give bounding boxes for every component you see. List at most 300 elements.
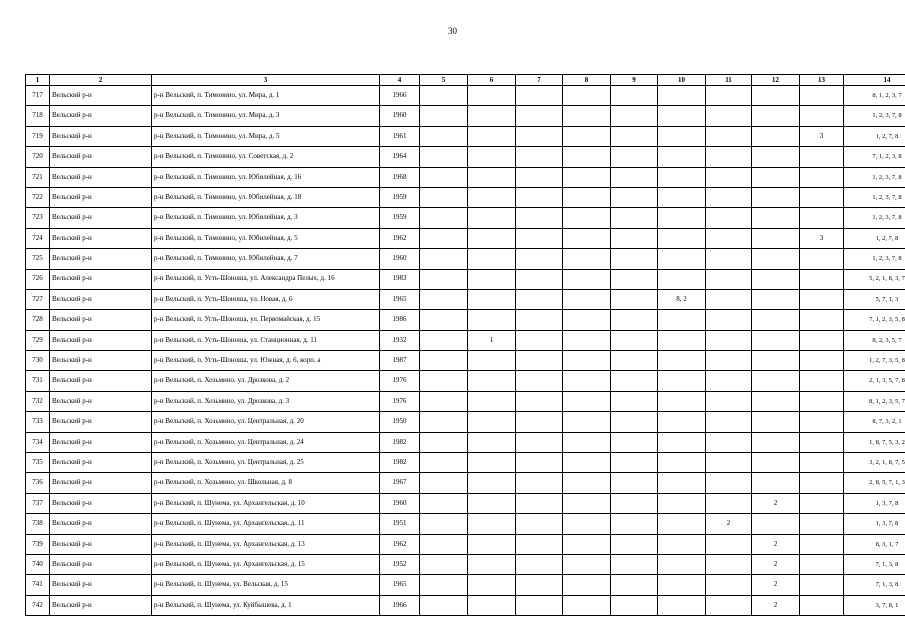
row-number: 739 [26, 534, 50, 554]
address-cell: р-н Вельский, п. Усть-Шоноша, ул. Александра Пелых, д. 16 [152, 269, 380, 289]
col12-cell: 2 [752, 575, 800, 595]
district-cell: Вельский р-н [50, 269, 152, 289]
row-number: 719 [26, 126, 50, 146]
row-number: 718 [26, 106, 50, 126]
col13-cell [800, 575, 844, 595]
col8-cell [563, 534, 611, 554]
col13-cell [800, 432, 844, 452]
table-row [26, 167, 905, 187]
col10-cell [658, 228, 706, 248]
col11-cell [706, 330, 752, 350]
table-row [26, 147, 905, 167]
col13-cell [800, 86, 844, 106]
row-number: 720 [26, 147, 50, 167]
col8-cell [563, 554, 611, 574]
col14-cell: 8, 7, 3, 2, 1 [844, 412, 905, 432]
row-number: 736 [26, 473, 50, 493]
year-cell: 1960 [380, 106, 420, 126]
district-cell: Вельский р-н [50, 187, 152, 207]
col14-cell: 2, 1, 3, 5, 7, 8 [844, 371, 905, 391]
col14-cell: 2, 8, 5, 7, 1, 3 [844, 473, 905, 493]
col13-cell [800, 595, 844, 615]
col14-cell: 1, 2, 3, 7, 8 [844, 167, 905, 187]
col10-cell [658, 269, 706, 289]
col8-cell [563, 575, 611, 595]
col10-cell [658, 575, 706, 595]
col11-cell [706, 453, 752, 473]
table-row [26, 269, 905, 289]
col12-cell [752, 351, 800, 371]
year-cell: 1976 [380, 371, 420, 391]
col6-cell [468, 126, 516, 146]
table-row [26, 554, 905, 574]
col12-cell [752, 412, 800, 432]
col6-cell [468, 289, 516, 309]
row-number: 741 [26, 575, 50, 595]
col10-cell [658, 412, 706, 432]
col13-cell [800, 493, 844, 513]
col8-cell [563, 330, 611, 350]
column-header: 2 [50, 75, 152, 86]
table-row [26, 453, 905, 473]
row-number: 723 [26, 208, 50, 228]
col12-cell [752, 269, 800, 289]
col14-cell: 1, 3, 7, 8 [844, 514, 905, 534]
col14-cell: 8, 1, 2, 3, 7 [844, 86, 905, 106]
col11-cell [706, 126, 752, 146]
col9-cell [611, 534, 658, 554]
col5-cell [420, 453, 468, 473]
table-row [26, 289, 905, 309]
address-cell: р-н Вельский, п. Шунема, ул. Вельская, д. 15 [152, 575, 380, 595]
col6-cell [468, 493, 516, 513]
col13-cell [800, 453, 844, 473]
col10-cell [658, 514, 706, 534]
address-cell: р-н Вельский, п. Шунема, ул. Архангельская, д. 13 [152, 534, 380, 554]
col5-cell [420, 371, 468, 391]
col10-cell [658, 534, 706, 554]
col14-cell: 8, 1, 2, 3, 5, 7 [844, 391, 905, 411]
col7-cell [516, 187, 563, 207]
col12-cell [752, 310, 800, 330]
col9-cell [611, 330, 658, 350]
district-cell: Вельский р-н [50, 330, 152, 350]
year-cell: 1965 [380, 289, 420, 309]
table-row [26, 126, 905, 146]
col13-cell: 3 [800, 228, 844, 248]
col14-cell: 1, 2, 3, 7, 8 [844, 106, 905, 126]
table-row [26, 371, 905, 391]
col9-cell [611, 432, 658, 452]
address-cell: р-н Вельский, п. Тимонино, ул. Советская, д. 2 [152, 147, 380, 167]
col7-cell [516, 106, 563, 126]
year-cell: 1960 [380, 493, 420, 513]
col7-cell [516, 534, 563, 554]
table-row [26, 187, 905, 207]
table-row [26, 595, 905, 615]
col8-cell [563, 351, 611, 371]
col13-cell: 3 [800, 126, 844, 146]
col6-cell [468, 371, 516, 391]
col8-cell [563, 126, 611, 146]
col9-cell [611, 310, 658, 330]
col8-cell [563, 228, 611, 248]
col6-cell [468, 208, 516, 228]
col14-cell: 7, 1, 3, 8 [844, 554, 905, 574]
column-header: 1 [26, 75, 50, 86]
year-cell: 1932 [380, 330, 420, 350]
col6-cell [468, 432, 516, 452]
col6-cell [468, 269, 516, 289]
col5-cell [420, 412, 468, 432]
col6-cell [468, 167, 516, 187]
row-number: 724 [26, 228, 50, 248]
col11-cell [706, 595, 752, 615]
col11-cell [706, 167, 752, 187]
district-cell: Вельский р-н [50, 453, 152, 473]
col12-cell: 2 [752, 534, 800, 554]
col7-cell [516, 514, 563, 534]
row-number: 729 [26, 330, 50, 350]
year-cell: 1960 [380, 249, 420, 269]
col9-cell [611, 493, 658, 513]
row-number: 717 [26, 86, 50, 106]
col9-cell [611, 371, 658, 391]
col7-cell [516, 391, 563, 411]
col11-cell [706, 493, 752, 513]
row-number: 732 [26, 391, 50, 411]
col13-cell [800, 371, 844, 391]
col6-cell [468, 514, 516, 534]
col5-cell [420, 554, 468, 574]
column-header: 11 [706, 75, 752, 86]
col7-cell [516, 453, 563, 473]
col12-cell [752, 126, 800, 146]
row-number: 734 [26, 432, 50, 452]
col9-cell [611, 249, 658, 269]
col6-cell [468, 391, 516, 411]
col13-cell [800, 330, 844, 350]
col8-cell [563, 106, 611, 126]
col10-cell [658, 493, 706, 513]
address-cell: р-н Вельский, п. Хозьмино, ул. Школьная, д. 8 [152, 473, 380, 493]
col12-cell [752, 106, 800, 126]
district-cell: Вельский р-н [50, 514, 152, 534]
page-number: 30 [448, 26, 457, 36]
col9-cell [611, 269, 658, 289]
district-cell: Вельский р-н [50, 575, 152, 595]
col6-cell [468, 106, 516, 126]
col10-cell [658, 310, 706, 330]
col6-cell [468, 228, 516, 248]
col9-cell [611, 391, 658, 411]
col6-cell [468, 534, 516, 554]
column-header: 6 [468, 75, 516, 86]
col7-cell [516, 595, 563, 615]
table-row [26, 249, 905, 269]
col9-cell [611, 453, 658, 473]
table-row [26, 473, 905, 493]
col8-cell [563, 595, 611, 615]
col7-cell [516, 86, 563, 106]
col11-cell [706, 371, 752, 391]
district-cell: Вельский р-н [50, 86, 152, 106]
col6-cell: 1 [468, 330, 516, 350]
row-number: 731 [26, 371, 50, 391]
col5-cell [420, 86, 468, 106]
col14-cell: 1, 3, 7, 8 [844, 493, 905, 513]
col14-cell: 7, 1, 2, 3, 8 [844, 147, 905, 167]
col9-cell [611, 147, 658, 167]
district-cell: Вельский р-н [50, 554, 152, 574]
year-cell: 1966 [380, 86, 420, 106]
col7-cell [516, 432, 563, 452]
col5-cell [420, 391, 468, 411]
col11-cell [706, 147, 752, 167]
col9-cell [611, 106, 658, 126]
col8-cell [563, 371, 611, 391]
col10-cell [658, 249, 706, 269]
year-cell: 1962 [380, 534, 420, 554]
col10-cell [658, 126, 706, 146]
row-number: 725 [26, 249, 50, 269]
district-cell: Вельский р-н [50, 106, 152, 126]
col5-cell [420, 432, 468, 452]
col10-cell [658, 595, 706, 615]
address-cell: р-н Вельский, п. Тимонино, ул. Мира, д. 1 [152, 86, 380, 106]
district-cell: Вельский р-н [50, 534, 152, 554]
col11-cell [706, 412, 752, 432]
col13-cell [800, 167, 844, 187]
col12-cell [752, 208, 800, 228]
district-cell: Вельский р-н [50, 473, 152, 493]
col7-cell [516, 371, 563, 391]
col13-cell [800, 412, 844, 432]
col5-cell [420, 310, 468, 330]
row-number: 726 [26, 269, 50, 289]
col6-cell [468, 187, 516, 207]
col12-cell [752, 147, 800, 167]
col5-cell [420, 575, 468, 595]
district-cell: Вельский р-н [50, 126, 152, 146]
address-cell: р-н Вельский, п. Тимонино, ул. Мира, д. 5 [152, 126, 380, 146]
col8-cell [563, 187, 611, 207]
col8-cell [563, 249, 611, 269]
col13-cell [800, 554, 844, 574]
col6-cell [468, 147, 516, 167]
col13-cell [800, 147, 844, 167]
col5-cell [420, 228, 468, 248]
col8-cell [563, 86, 611, 106]
district-cell: Вельский р-н [50, 310, 152, 330]
col7-cell [516, 147, 563, 167]
address-cell: р-н Вельский, п. Тимонино, ул. Юбилейная, д. 5 [152, 228, 380, 248]
col14-cell: 7, 1, 2, 3, 5, 8 [844, 310, 905, 330]
col6-cell [468, 412, 516, 432]
col9-cell [611, 554, 658, 574]
col14-cell: 5, 7, 1, 3 [844, 289, 905, 309]
col11-cell [706, 575, 752, 595]
col5-cell [420, 147, 468, 167]
col12-cell [752, 473, 800, 493]
col12-cell: 2 [752, 595, 800, 615]
district-cell: Вельский р-н [50, 167, 152, 187]
row-number: 737 [26, 493, 50, 513]
year-cell: 1959 [380, 208, 420, 228]
col14-cell: 1, 2, 7, 8 [844, 228, 905, 248]
col9-cell [611, 473, 658, 493]
col8-cell [563, 514, 611, 534]
col5-cell [420, 351, 468, 371]
table-row [26, 432, 905, 452]
row-number: 721 [26, 167, 50, 187]
col8-cell [563, 289, 611, 309]
column-header: 7 [516, 75, 563, 86]
year-cell: 1966 [380, 595, 420, 615]
col11-cell [706, 351, 752, 371]
col6-cell [468, 86, 516, 106]
address-cell: р-н Вельский, п. Усть-Шоноша, ул. Южная, д. 6, корп. а [152, 351, 380, 371]
col14-cell: 1, 2, 7, 8 [844, 126, 905, 146]
col7-cell [516, 269, 563, 289]
row-number: 738 [26, 514, 50, 534]
table-row [26, 351, 905, 371]
col7-cell [516, 167, 563, 187]
address-cell: р-н Вельский, п. Хозьмино, ул. Центральная, д. 25 [152, 453, 380, 473]
col8-cell [563, 167, 611, 187]
col13-cell [800, 106, 844, 126]
col11-cell [706, 269, 752, 289]
column-header: 9 [611, 75, 658, 86]
address-cell: р-н Вельский, п. Хозьмино, ул. Дрозкова, д. 2 [152, 371, 380, 391]
row-number: 733 [26, 412, 50, 432]
col14-cell: 1, 2, 3, 7, 8 [844, 187, 905, 207]
address-cell: р-н Вельский, п. Тимонино, ул. Юбилейная, д. 3 [152, 208, 380, 228]
col13-cell [800, 391, 844, 411]
col5-cell [420, 106, 468, 126]
col5-cell [420, 473, 468, 493]
col11-cell [706, 106, 752, 126]
col13-cell [800, 187, 844, 207]
col11-cell [706, 86, 752, 106]
column-header: 13 [800, 75, 844, 86]
col10-cell [658, 554, 706, 574]
col11-cell [706, 554, 752, 574]
year-cell: 1987 [380, 351, 420, 371]
col14-cell: 8, 3, 1, 7 [844, 534, 905, 554]
col9-cell [611, 228, 658, 248]
address-cell: р-н Вельский, п. Хозьмино, ул. Дрозкова, д. 3 [152, 391, 380, 411]
col6-cell [468, 249, 516, 269]
col11-cell [706, 473, 752, 493]
district-cell: Вельский р-н [50, 412, 152, 432]
district-cell: Вельский р-н [50, 249, 152, 269]
district-cell: Вельский р-н [50, 371, 152, 391]
table-row [26, 228, 905, 248]
col5-cell [420, 208, 468, 228]
col11-cell [706, 310, 752, 330]
col9-cell [611, 167, 658, 187]
col6-cell [468, 575, 516, 595]
district-cell: Вельский р-н [50, 595, 152, 615]
table-row [26, 208, 905, 228]
district-cell: Вельский р-н [50, 208, 152, 228]
col9-cell [611, 86, 658, 106]
col10-cell [658, 167, 706, 187]
col7-cell [516, 554, 563, 574]
col14-cell: 8, 2, 3, 5, 7 [844, 330, 905, 350]
column-header: 12 [752, 75, 800, 86]
col12-cell: 2 [752, 554, 800, 574]
year-cell: 1976 [380, 391, 420, 411]
col5-cell [420, 187, 468, 207]
table-row [26, 412, 905, 432]
col8-cell [563, 310, 611, 330]
address-cell: р-н Вельский, п. Шунема, ул. Куйбышева, д. 1 [152, 595, 380, 615]
address-cell: р-н Вельский, п. Усть-Шоноша, ул. Новая, д. 6 [152, 289, 380, 309]
col7-cell [516, 249, 563, 269]
col12-cell [752, 249, 800, 269]
address-cell: р-н Вельский, п. Усть-Шоноша, ул. Первомайская, д. 15 [152, 310, 380, 330]
col7-cell [516, 289, 563, 309]
col10-cell [658, 473, 706, 493]
col10-cell [658, 453, 706, 473]
year-cell: 1965 [380, 575, 420, 595]
col10-cell [658, 147, 706, 167]
year-cell: 1961 [380, 126, 420, 146]
row-number: 735 [26, 453, 50, 473]
table-row [26, 86, 905, 106]
table-row [26, 514, 905, 534]
col8-cell [563, 412, 611, 432]
row-number: 722 [26, 187, 50, 207]
col6-cell [468, 453, 516, 473]
col11-cell [706, 534, 752, 554]
table-row [26, 534, 905, 554]
col9-cell [611, 126, 658, 146]
col8-cell [563, 391, 611, 411]
col10-cell [658, 187, 706, 207]
col5-cell [420, 269, 468, 289]
col8-cell [563, 473, 611, 493]
col11-cell [706, 187, 752, 207]
row-number: 728 [26, 310, 50, 330]
table-row [26, 330, 905, 350]
col5-cell [420, 249, 468, 269]
col12-cell [752, 391, 800, 411]
col14-cell: 3, 2, 1, 8, 7, 5 [844, 453, 905, 473]
col5-cell [420, 534, 468, 554]
col10-cell [658, 432, 706, 452]
col9-cell [611, 595, 658, 615]
col13-cell [800, 534, 844, 554]
column-header: 10 [658, 75, 706, 86]
col11-cell [706, 391, 752, 411]
col7-cell [516, 575, 563, 595]
col13-cell [800, 514, 844, 534]
col14-cell: 1, 2, 7, 3, 5, 8 [844, 351, 905, 371]
col10-cell [658, 106, 706, 126]
col11-cell [706, 228, 752, 248]
register-table [25, 74, 905, 616]
row-number: 730 [26, 351, 50, 371]
year-cell: 1952 [380, 554, 420, 574]
col14-cell: 1, 2, 3, 7, 8 [844, 249, 905, 269]
col9-cell [611, 289, 658, 309]
table-row [26, 106, 905, 126]
col12-cell [752, 167, 800, 187]
col12-cell [752, 371, 800, 391]
